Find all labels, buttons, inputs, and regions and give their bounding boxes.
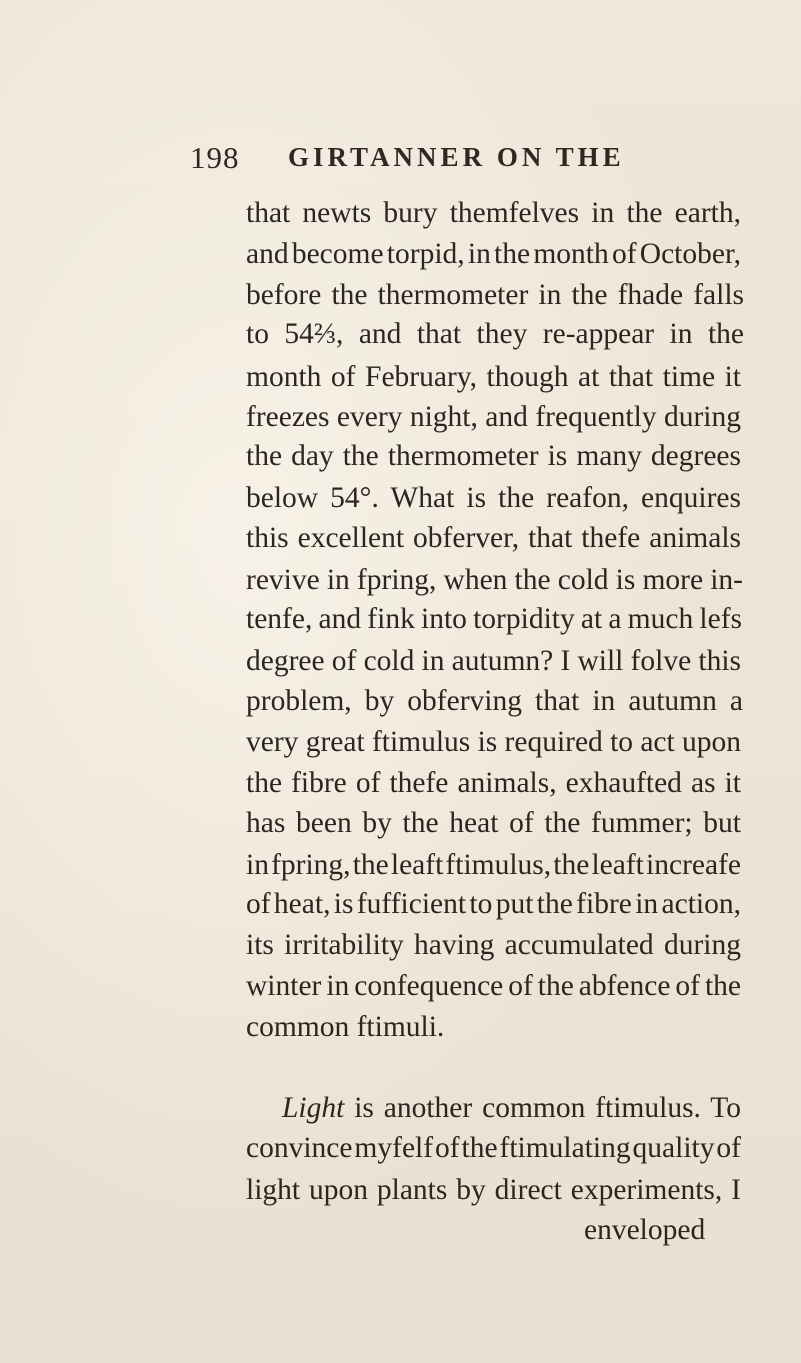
text-line: [246, 722, 741, 762]
text-line: [246, 397, 741, 437]
text-line: [246, 966, 741, 1006]
text-line: [246, 275, 744, 315]
running-head: GIRTANNER ON THE: [288, 142, 625, 172]
text-line: [246, 193, 741, 233]
text-segment: freezes every night, and frequently during: [246, 401, 741, 433]
text-segment: very great ftimulus is required to act upon: [246, 726, 741, 758]
text-segment: month of February, though at that time it: [246, 361, 741, 393]
text-segment: the day the thermometer is many degrees: [246, 440, 741, 472]
text-line: [246, 925, 741, 965]
text-segment: the fibre of thefe animals, exhaufted as it: [246, 767, 741, 799]
text-segment: tenfe, and fink into torpidity at a much lefs: [246, 603, 742, 635]
text-segment: convince myfelf of the ftimulating quality of: [246, 1132, 741, 1164]
text-segment: revive in fpring, when the cold is more in-: [246, 564, 743, 596]
text-segment: in fpring, the leaft ftimulus, the leaft increafe: [246, 849, 741, 881]
text-line: [584, 1210, 705, 1250]
text-segment: to 54⅔, and that they re-appear in the: [246, 318, 744, 350]
text-line: [246, 234, 741, 274]
text-line: [246, 803, 741, 843]
text-line: [246, 478, 741, 518]
text-line: [246, 1170, 741, 1210]
text-segment: enveloped: [584, 1214, 706, 1246]
text-line: [246, 1128, 741, 1168]
text-segment: of heat, is fufficient to put the fibre in action,: [246, 888, 741, 920]
text-segment: degree of cold in autumn? I will folve this: [246, 645, 741, 677]
text-segment: Light: [282, 1092, 345, 1124]
text-line: [282, 1088, 741, 1128]
text-segment: that newts bury themfelves in the earth,: [246, 197, 741, 229]
text-line: [246, 1007, 444, 1047]
text-line: [246, 845, 741, 885]
page-number: 198: [190, 140, 240, 175]
text-segment: light upon plants by direct experiments, I: [246, 1174, 741, 1206]
text-segment: common ftimuli.: [246, 1011, 445, 1043]
text-line: [246, 436, 741, 476]
text-segment: winter in confequence of the abfence of the: [246, 970, 741, 1002]
text-line: [246, 518, 741, 558]
text-line: [246, 884, 741, 924]
text-segment: has been by the heat of the fummer; but: [246, 807, 741, 839]
text-line: [246, 763, 741, 803]
text-segment: is another common ftimulus. To: [344, 1092, 741, 1124]
text-line: [246, 314, 744, 354]
text-line: [246, 357, 741, 397]
text-line: [246, 560, 743, 600]
text-segment: before the thermometer in the fhade falls: [246, 279, 744, 311]
text-segment: and become torpid, in the month of October,: [246, 238, 741, 270]
text-line: [246, 681, 743, 721]
text-segment: problem, by obferving that in autumn a: [246, 685, 743, 717]
text-line: [246, 641, 741, 681]
text-segment: this excellent obferver, that thefe animals: [246, 522, 741, 554]
text-segment: below 54°. What is the reafon, enquires: [246, 482, 741, 514]
text-line: [246, 599, 742, 639]
text-segment: its irritability having accumulated during: [246, 929, 741, 961]
